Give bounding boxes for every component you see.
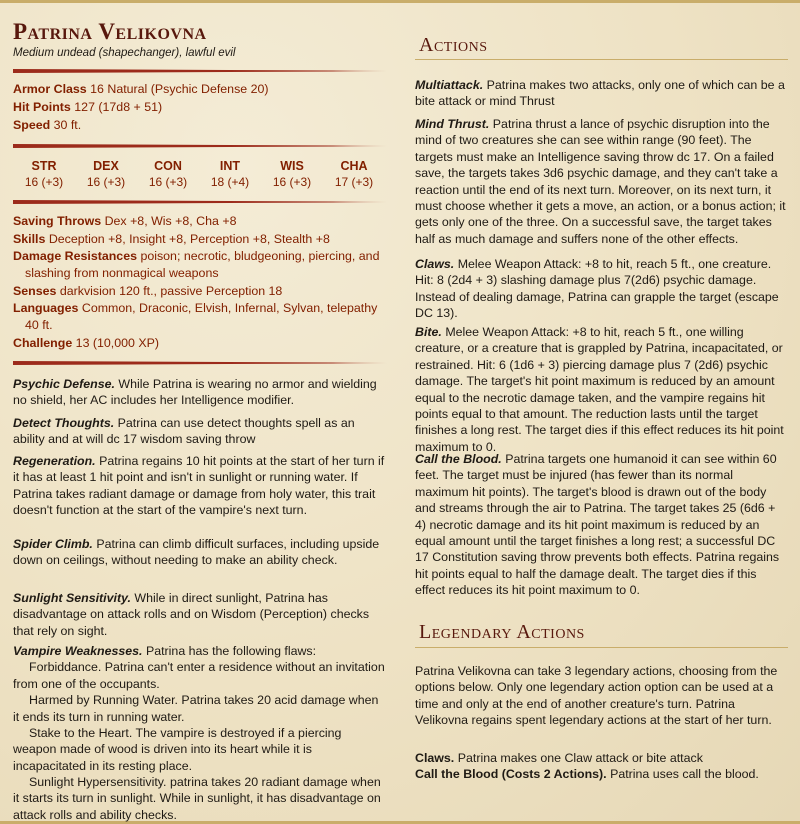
senses-value: darkvision 120 ft., passive Perception 18 xyxy=(59,284,283,298)
trait-psychic-defense xyxy=(13,376,387,409)
senses xyxy=(13,283,387,299)
ability-name: STR xyxy=(31,159,57,173)
armor-class-value: 16 Natural (Psychic Defense 20) xyxy=(90,82,269,96)
damage-resistances-value: poison; necrotic, bludgeoning, piercing, and slashing from nonmagical weapons xyxy=(25,249,380,280)
actions-heading: Actions xyxy=(419,34,488,56)
speed-label: Speed xyxy=(13,118,51,132)
ability-wis xyxy=(261,158,323,190)
damage-resistances xyxy=(13,248,387,282)
trait-detect-thoughts xyxy=(13,415,387,448)
ability-value: 17 (+3) xyxy=(334,174,374,189)
legendary-action-text: Patrina makes one Claw attack or bite attack xyxy=(457,751,703,765)
action-multiattack xyxy=(415,77,788,110)
skills-label: Skills xyxy=(13,232,46,246)
trait-name: Psychic Defense. xyxy=(13,377,115,391)
trait-text: Patrina can climb difficult surfaces, including upside down on ceilings, without needing to make an ability check. xyxy=(13,537,380,568)
legendary-action-call-the-blood xyxy=(415,766,788,782)
trait-text: Patrina can use detect thoughts spell as an ability and at will dc 17 wisdom saving throw xyxy=(13,416,355,447)
hit-points-value: 127 (17d8 + 51) xyxy=(74,100,163,114)
ability-value: 16 (+3) xyxy=(86,174,126,189)
ability-name: CHA xyxy=(340,159,368,173)
creature-name: Patrina Velikovna xyxy=(13,19,207,44)
ability-name: INT xyxy=(219,159,241,173)
languages-value: Common, Draconic, Elvish, Infernal, Sylvan, telepathy 40 ft. xyxy=(25,301,378,332)
creature-type: Medium undead (shapechanger), lawful evil xyxy=(13,47,236,59)
action-claws xyxy=(415,256,788,322)
ability-value: 16 (+3) xyxy=(148,174,188,189)
saving-throws-label: Saving Throws xyxy=(13,214,102,228)
divider xyxy=(13,69,387,73)
ability-value: 16 (+3) xyxy=(24,174,64,189)
armor-class xyxy=(13,81,387,97)
trait-name: Regeneration. xyxy=(13,454,96,468)
trait-text: Patrina regains 10 hit points at the start of her turn if it has at least 1 hit point and isn't in sunlight or running water. If Patrina takes radiant damage or damage from holy water, this trait doesn't function at the start of the vampire's next turn. xyxy=(13,454,385,518)
heading-underline xyxy=(415,59,788,60)
ability-cha xyxy=(323,158,385,190)
speed-value: 30 ft. xyxy=(53,118,82,132)
ability-name: DEX xyxy=(93,159,119,173)
saving-throws-value: Dex +8, Wis +8, Cha +8 xyxy=(104,214,237,228)
challenge-label: Challenge xyxy=(13,336,73,350)
action-name: Bite. xyxy=(415,325,442,339)
armor-class-label: Armor Class xyxy=(13,82,87,96)
action-name: Multiattack. xyxy=(415,78,484,92)
hit-points-label: Hit Points xyxy=(13,100,71,114)
skills xyxy=(13,231,387,247)
trait-spider-climb xyxy=(13,536,387,569)
ability-int xyxy=(199,158,261,190)
action-text: Melee Weapon Attack: +8 to hit, reach 5 ft., one creature. Hit: 8 (2d4 + 3) slashing damage plus 7(2d6) psychic damage. Instead of dealing damage, Patrina can grapple the target (escape DC 13). xyxy=(415,257,779,321)
action-text: Melee Weapon Attack: +8 to hit, reach 5 ft., one willing creature, or a creature that is grappled by Patrina, incapacitated, or restrained. Hit: 6 (1d6 + 3) piercing damage plus 7 (2d6) psychic damage. The target's hit point maximum is reduced by an amount equal to the necrotic damage taken, and the vampire regains hit points equal to that amount. The reduction lasts until the target finishes a long rest. The target dies if this effect reduces its hit point maximum to 0. xyxy=(415,325,784,454)
action-text: Patrina makes two attacks, only one of which can be a bite attack or mind Thrust xyxy=(415,78,785,109)
senses-label: Senses xyxy=(13,284,57,298)
action-text: Patrina thrust a lance of psychic disruption into the mind of two creatures she can see within range (90 feet). The targets must make an Intelligence saving throw dc 17. On a failed save, the targets takes 3d6 psychic damage, and they can't take a reaction until the end of its next turn. Moreover, on its next turn, it must choose whether it gets a move, an action, or a bonus action; it gets only one of the three. On a successful save, the target takes half as much damage and suffers none of the other effects. xyxy=(415,117,786,246)
legendary-action-claws xyxy=(415,750,788,766)
trait-regeneration xyxy=(13,453,387,519)
trait-text: While Patrina is wearing no armor and wielding no shield, her AC includes her Intelligence modifier. xyxy=(13,377,377,408)
trait-name: Spider Climb. xyxy=(13,537,93,551)
action-bite xyxy=(415,324,788,455)
challenge xyxy=(13,335,387,351)
flaw-item: Harmed by Running Water. Patrina takes 20 acid damage when it ends its turn in running water. xyxy=(13,693,379,724)
ability-str xyxy=(13,158,75,190)
flaw-item: Sunlight Hypersensitivity. patrina takes 20 radiant damage when it starts its turn in sunlight. While in sunlight, it has disadvantage on attack rolls and ability checks. xyxy=(13,775,381,822)
action-mind-thrust xyxy=(415,116,788,247)
ability-value: 18 (+4) xyxy=(210,174,250,189)
ability-name: WIS xyxy=(280,159,304,173)
action-call-the-blood xyxy=(415,451,788,598)
languages xyxy=(13,300,387,334)
trait-name: Sunlight Sensitivity. xyxy=(13,591,131,605)
action-text: Patrina targets one humanoid it can see within 60 feet. The target must be injured (has fewer than its normal maximum hit points). The target's blood is drawn out of the body and streams through the air to Patrina. The target takes 25 (6d6 + 4) necrotic damage and its hit point maximum is reduced by an equal amount until the target finishes a long rest; a successful DC 17 Constitution saving throw prevents both effects. Patrina regains hit points equal to half the damage dealt. The target dies if this effect reduces its hit point maximum to 0. xyxy=(415,452,780,597)
legendary-action-text: Patrina uses call the blood. xyxy=(610,767,759,781)
legendary-action-name: Call the Blood (Costs 2 Actions). xyxy=(415,767,607,781)
ability-dex xyxy=(75,158,137,190)
ability-con xyxy=(137,158,199,190)
speed xyxy=(13,117,387,133)
trait-vampire-weaknesses xyxy=(13,643,387,823)
action-name: Claws. xyxy=(415,257,455,271)
legendary-actions-heading: Legendary Actions xyxy=(419,621,585,643)
flaw-item: Forbiddance. Patrina can't enter a residence without an invitation from one of the occupants. xyxy=(13,660,385,691)
divider xyxy=(13,361,387,365)
trait-name: Detect Thoughts. xyxy=(13,416,115,430)
damage-resistances-label: Damage Resistances xyxy=(13,249,137,263)
ability-name: CON xyxy=(154,159,182,173)
heading-underline xyxy=(415,647,788,648)
divider xyxy=(13,200,387,204)
languages-label: Languages xyxy=(13,301,79,315)
action-name: Call the Blood. xyxy=(415,452,502,466)
trait-name: Vampire Weaknesses. xyxy=(13,644,143,658)
saving-throws xyxy=(13,213,387,229)
skills-value: Deception +8, Insight +8, Perception +8, Stealth +8 xyxy=(48,232,330,246)
ability-scores xyxy=(13,158,387,190)
action-name: Mind Thrust. xyxy=(415,117,490,131)
hit-points xyxy=(13,99,387,115)
challenge-value: 13 (10,000 XP) xyxy=(75,336,160,350)
trait-sunlight-sensitivity xyxy=(13,590,387,639)
legendary-action-name: Claws. xyxy=(415,751,455,765)
flaw-item: Stake to the Heart. The vampire is destroyed if a piercing weapon made of wood is driven into its heart while it is incapacitated in its resting place. xyxy=(13,725,342,773)
trait-text: Patrina has the following flaws: xyxy=(145,644,317,658)
ability-value: 16 (+3) xyxy=(272,174,312,189)
legendary-intro: Patrina Velikovna can take 3 legendary actions, choosing from the options below. Only one legendary action option can be used at a time and only at the end of another creature's turn. Patrina Velikovna regains spent legendary actions at the start of her turn. xyxy=(415,664,778,728)
trait-text: While in direct sunlight, Patrina has disadvantage on attack rolls and on Wisdom (Perception) checks that rely on sight. xyxy=(13,591,370,638)
divider xyxy=(13,144,387,148)
